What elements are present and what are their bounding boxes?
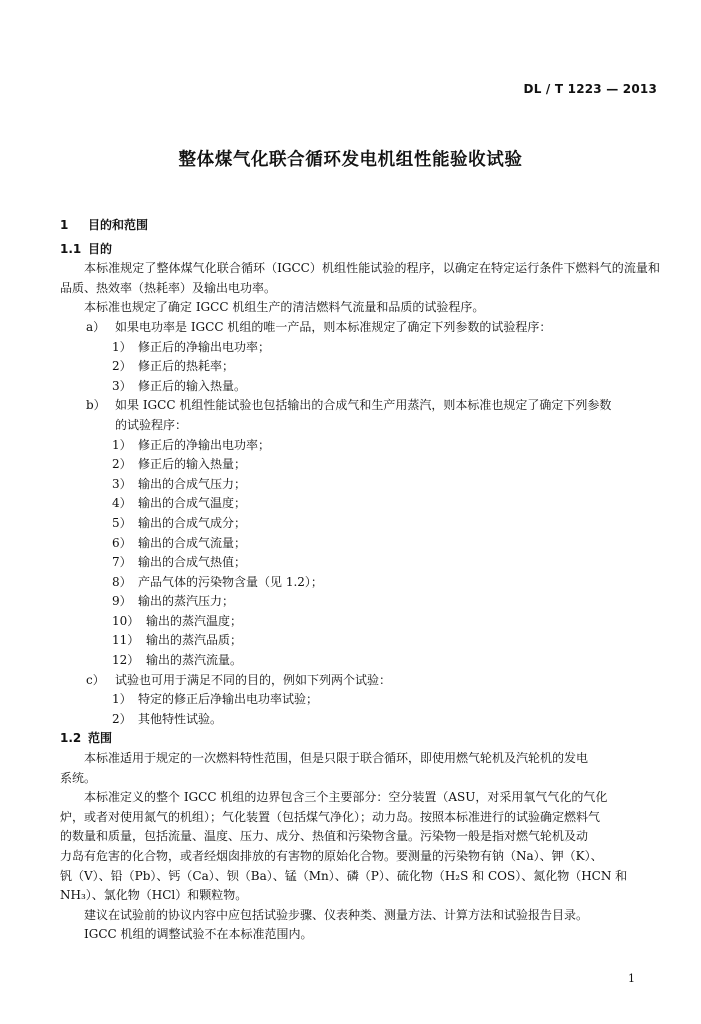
list-item-text: 产品气体的污染物含量（见 1.2）； <box>138 574 323 589</box>
list-item-text: 输出的合成气热值； <box>138 555 247 570</box>
list-marker: a） <box>86 319 106 334</box>
paragraph: 本标准也规定了确定 IGCC 机组生产的清洁燃料气流量和品质的试验程序。 <box>84 300 485 315</box>
paragraph-line: 系统。 <box>60 770 97 785</box>
list-subitem <box>60 338 660 358</box>
list-subitem <box>60 573 660 593</box>
list-subitem <box>60 475 660 495</box>
list-subitem <box>60 494 660 514</box>
list-marker: 4） <box>112 496 132 511</box>
section-1-heading <box>60 216 660 236</box>
list-item-text: 输出的蒸汽品质； <box>146 633 243 648</box>
list-item-text: 试验也可用于满足不同的目的，例如下列两个试验： <box>115 672 392 687</box>
list-subitem <box>60 514 660 534</box>
section-number: 1 <box>60 218 69 232</box>
section-number: 1.2 <box>60 731 82 746</box>
list-marker: 3） <box>112 378 132 393</box>
list-marker: 2） <box>112 359 132 374</box>
page-number: 1 <box>628 972 635 985</box>
list-item-text: 输出的合成气压力； <box>138 476 247 491</box>
list-subitem <box>60 651 660 671</box>
paragraph-line: 本标准定义的整个 IGCC 机组的边界包含三个主要部分：空分装置（ASU，对采用氧气气化的气化 <box>84 790 608 805</box>
list-item-text-continued: 的试验程序： <box>115 417 188 432</box>
list-item-text: 修正后的净输出电功率； <box>138 339 271 354</box>
section-1-1-heading <box>60 240 660 260</box>
list-subitem <box>60 690 660 710</box>
list-marker: 2） <box>112 457 132 472</box>
list-item-a <box>60 318 660 338</box>
list-marker: 11） <box>112 633 140 648</box>
paragraph-line: 钒（V）、铅（Pb）、钙（Ca）、钡（Ba）、锰（Mn）、磷（P）、硫化物（H₂S 和 COS）、氮化物（HCN 和 <box>60 868 628 883</box>
list-item-text: 修正后的净输出电功率； <box>138 437 271 452</box>
list-item-text: 输出的合成气流量； <box>138 535 247 550</box>
paragraph-line: 力岛有危害的化合物，或者经烟囱排放的有害物的原始化合物。要测量的污染物有钠（Na）、钾（K）、 <box>60 849 603 863</box>
list-marker: 2） <box>112 711 132 726</box>
list-subitem <box>60 455 660 475</box>
list-marker: b） <box>86 398 106 413</box>
list-marker: 12） <box>112 653 140 668</box>
list-item-text: 输出的蒸汽温度； <box>146 613 243 628</box>
list-marker: 7） <box>112 555 132 570</box>
list-subitem <box>60 592 660 612</box>
list-subitem <box>60 612 660 632</box>
document-title: 整体煤气化联合循环发电机组性能验收试验 <box>178 150 523 170</box>
list-item-text: 修正后的热耗率； <box>138 359 235 374</box>
list-item-text: 特定的修正后净输出电功率试验； <box>138 692 319 707</box>
list-marker: 1） <box>112 437 132 452</box>
list-item-text: 输出的蒸汽流量。 <box>146 653 243 668</box>
section-title: 目的 <box>88 241 113 256</box>
list-subitem <box>60 534 660 554</box>
paragraph-line: NH₃）、氯化物（HCl）和颗粒物。 <box>60 888 248 903</box>
section-title: 目的和范围 <box>88 218 149 232</box>
list-marker: 1） <box>112 692 132 707</box>
paragraph-line: IGCC 机组的调整试验不在本标准范围内。 <box>84 927 313 942</box>
standard-code: DL / T 1223 — 2013 <box>523 82 657 96</box>
list-item-text: 输出的蒸汽压力； <box>138 594 235 609</box>
list-subitem <box>60 357 660 377</box>
list-subitem <box>60 710 660 730</box>
paragraph-line: 建议在试验前的协议内容中应包括试验步骤、仪表种类、测量方法、计算方法和试验报告目录。 <box>84 907 589 922</box>
list-item-b <box>60 396 660 416</box>
list-marker: 3） <box>112 476 132 491</box>
list-item-text: 输出的合成气温度； <box>138 496 247 511</box>
paragraph-line: 的数量和质量，包括流量、温度、压力、成分、热值和污染物含量。污染物一般是指对燃气轮机及动 <box>60 829 589 844</box>
list-subitem <box>60 377 660 397</box>
list-item-text: 输出的合成气成分； <box>138 515 247 530</box>
list-marker: c） <box>86 672 105 687</box>
paragraph: 本标准规定了整体煤气化联合循环（IGCC）机组性能试验的程序，以确定在特定运行条件下燃料气的流量和品质、热效率（热耗率）及输出电功率。 <box>60 261 660 295</box>
list-item-text: 如果电功率是 IGCC 机组的唯一产品，则本标准规定了确定下列参数的试验程序： <box>115 319 552 334</box>
list-subitem <box>60 631 660 651</box>
list-item-text: 修正后的输入热量； <box>138 457 247 472</box>
list-marker: 1） <box>112 339 132 354</box>
list-item-text: 其他特性试验。 <box>138 711 223 726</box>
list-subitem <box>60 436 660 456</box>
section-title: 范围 <box>88 731 113 746</box>
paragraph-line: 炉，或者对使用氮气的机组）；气化装置（包括煤气净化）；动力岛。按照本标准进行的试验确定燃料气 <box>60 809 601 824</box>
list-item-text: 如果 IGCC 机组性能试验也包括输出的合成气和生产用蒸汽，则本标准也规定了确定下列参数 <box>115 398 612 413</box>
list-subitem <box>60 553 660 573</box>
list-marker: 10） <box>112 613 140 628</box>
paragraph-line: 本标准适用于规定的一次燃料特性范围，但是只限于联合循环，即使用燃气轮机及汽轮机的发电 <box>84 751 589 766</box>
list-marker: 8） <box>112 574 132 589</box>
section-number: 1.1 <box>60 241 82 256</box>
section-1-2-heading <box>60 729 660 749</box>
document-body <box>60 214 660 945</box>
list-item-text: 修正后的输入热量。 <box>138 378 247 393</box>
list-marker: 9） <box>112 594 132 609</box>
list-item-c <box>60 671 660 691</box>
list-marker: 6） <box>112 535 132 550</box>
list-marker: 5） <box>112 515 132 530</box>
